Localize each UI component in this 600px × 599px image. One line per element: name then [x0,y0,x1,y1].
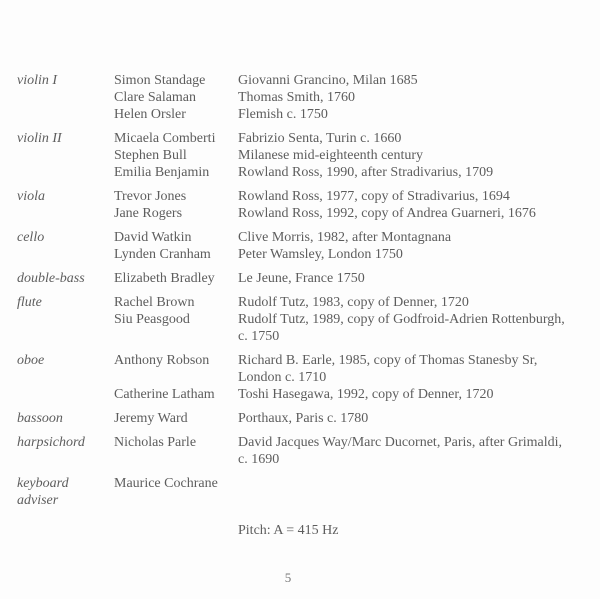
maker-description: Porthaux, Paris c. 1780 [238,411,369,426]
instrument-label: flute [17,295,42,310]
instrument-label: violin II [17,131,62,146]
section-violin-i [17,72,583,123]
maker-description: Giovanni Grancino, Milan 1685 [238,73,418,88]
pitch-note: Pitch: A = 415 Hz [238,523,339,538]
page-number: 5 [284,570,292,585]
player-name: Stephen Bull [114,148,187,163]
maker-description: Milanese mid-eighteenth century [238,148,424,163]
maker-description: Rowland Ross, 1990, after Stradivarius, 1709 [238,165,494,180]
ensemble-list [17,72,583,516]
maker-description: Flemish c. 1750 [238,107,328,122]
player-name: Trevor Jones [114,189,187,204]
instrument-label: harpsichord [17,435,85,450]
section-cello [17,229,583,263]
maker-description [238,475,583,492]
section-viola [17,188,583,222]
instrument-label: keyboard adviser [17,476,69,508]
player-name [114,451,238,468]
maker-description: Richard B. Earle, 1985, copy of Thomas Stanesby Sr, [238,353,538,368]
player-name: Helen Orsler [114,107,186,122]
player-name [114,328,238,345]
player-name: Lynden Cranham [114,247,211,262]
player-name: Jane Rogers [114,206,183,221]
maker-description: c. 1750 [238,329,280,344]
instrument-label: oboe [17,353,45,368]
player-name: Micaela Comberti [114,131,216,146]
maker-description: David Jacques Way/Marc Ducornet, Paris, after Grimaldi, [238,435,563,450]
maker-description: Fabrizio Senta, Turin c. 1660 [238,131,402,146]
player-name: Nicholas Parle [114,435,197,450]
maker-description: Le Jeune, France 1750 [238,271,365,286]
player-name: Elizabeth Bradley [114,271,215,286]
player-name: Clare Salaman [114,90,197,105]
player-name: Simon Standage [114,73,206,88]
instrument-label: violin I [17,73,58,88]
section-double-bass [17,270,583,287]
maker-description: Rudolf Tutz, 1983, copy of Denner, 1720 [238,295,469,310]
maker-description: Clive Morris, 1982, after Montagnana [238,230,452,245]
player-name [114,369,238,386]
player-name: Siu Peasgood [114,312,190,327]
section-oboe [17,352,583,403]
section-keyboard-adviser [17,475,583,509]
maker-description: c. 1690 [238,452,280,467]
section-violin-ii [17,130,583,181]
player-name: Catherine Latham [114,387,215,402]
section-flute [17,294,583,345]
maker-description: London c. 1710 [238,370,327,385]
maker-description: Peter Wamsley, London 1750 [238,247,403,262]
instrument-label: double-bass [17,271,85,286]
maker-description: Rowland Ross, 1977, copy of Stradivarius, 1694 [238,189,510,204]
player-name: Maurice Cochrane [114,476,218,491]
section-bassoon [17,410,583,427]
maker-description: Rowland Ross, 1992, copy of Andrea Guarneri, 1676 [238,206,536,221]
player-name: David Watkin [114,230,192,245]
player-name: Rachel Brown [114,295,195,310]
instrument-label: viola [17,189,45,204]
maker-description: Thomas Smith, 1760 [238,90,356,105]
instrument-label: bassoon [17,411,63,426]
player-name: Emilia Benjamin [114,165,210,180]
maker-description: Toshi Hasegawa, 1992, copy of Denner, 1720 [238,387,494,402]
maker-description: Rudolf Tutz, 1989, copy of Godfroid-Adrien Rottenburgh, [238,312,565,327]
player-name: Jeremy Ward [114,411,188,426]
player-name: Anthony Robson [114,353,210,368]
section-harpsichord [17,434,583,468]
instrument-label: cello [17,230,45,245]
